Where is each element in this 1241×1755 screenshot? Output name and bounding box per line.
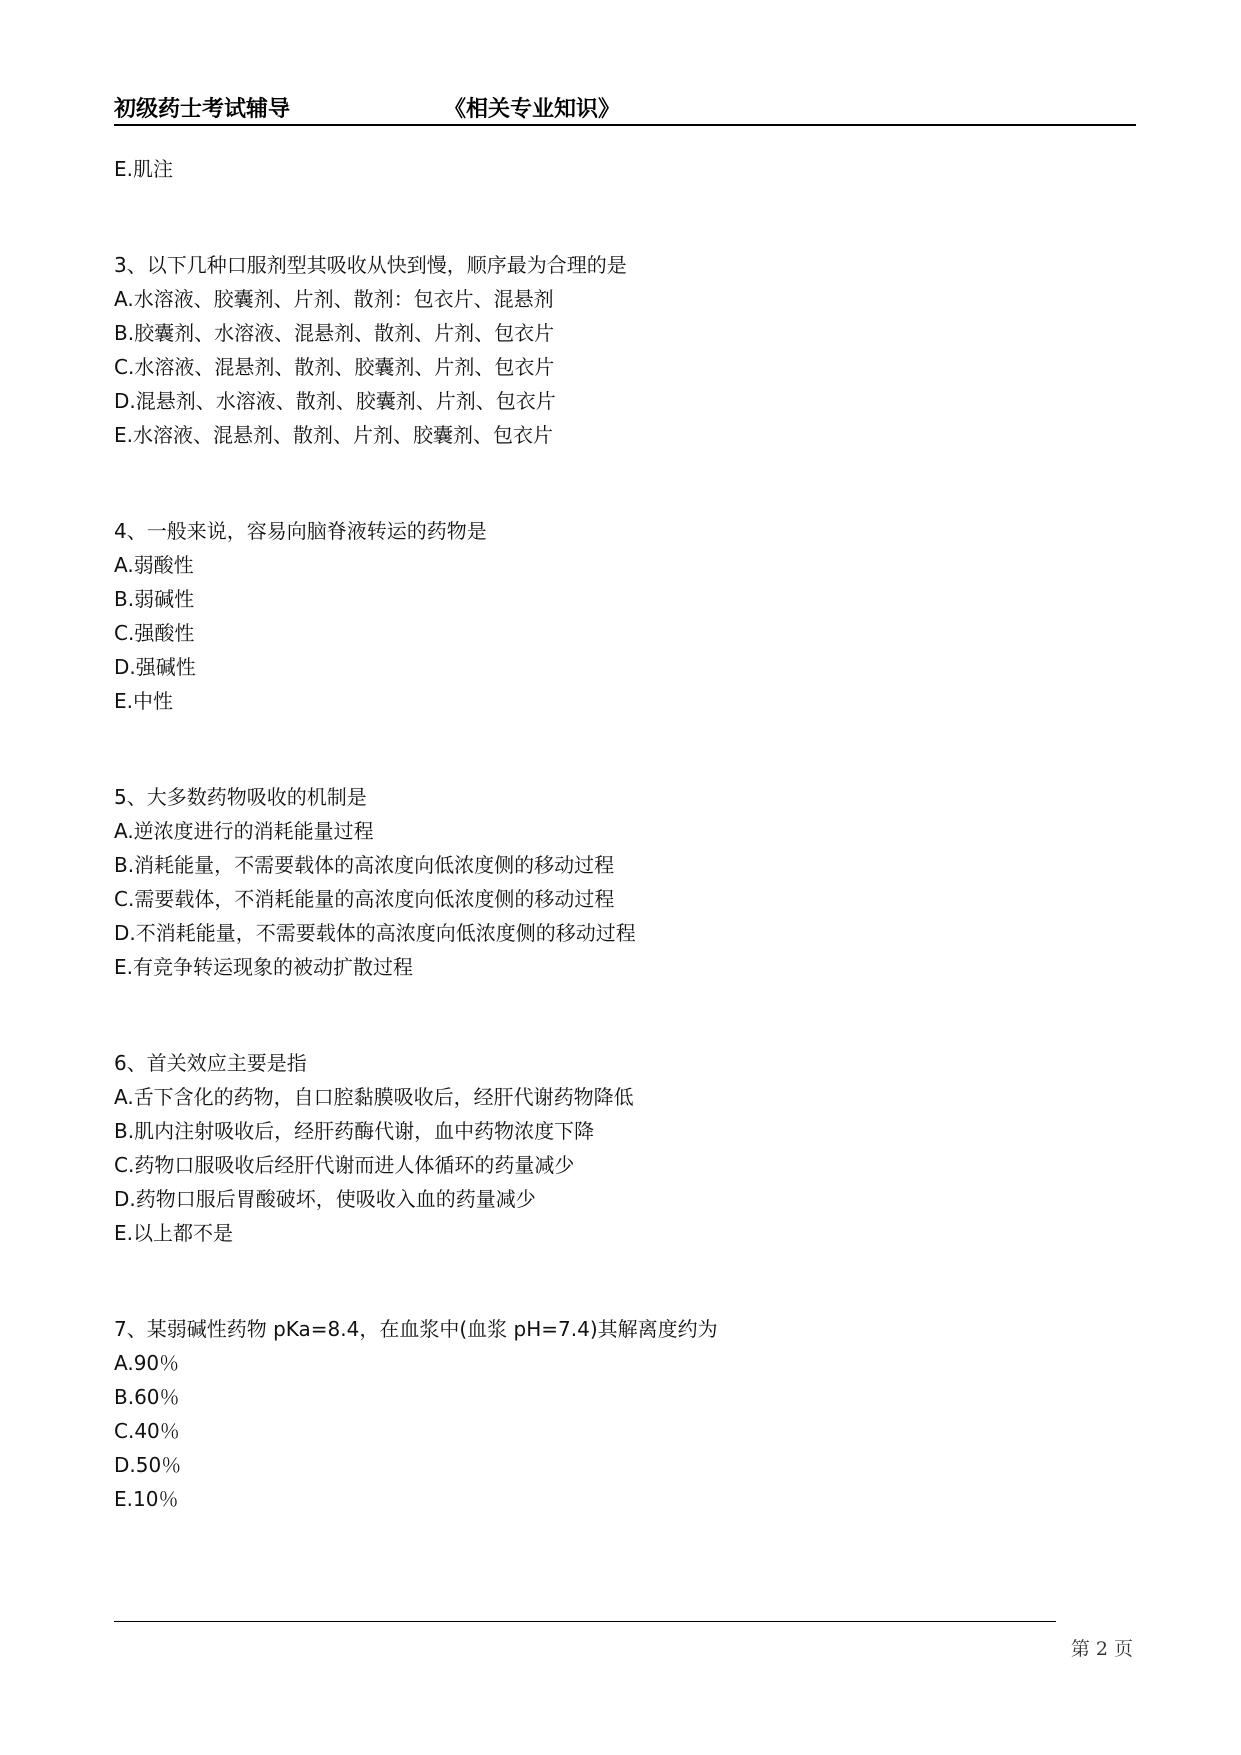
spacer xyxy=(114,452,1134,514)
option-e: E.10％ xyxy=(114,1487,179,1511)
option-a: A.弱酸性 xyxy=(114,553,194,577)
option-c: C.药物口服吸收后经肝代谢而进人体循环的药量减少 xyxy=(114,1153,575,1177)
option-a: A.水溶液、胶囊剂、片剂、散剂：包衣片、混悬剂 xyxy=(114,287,554,311)
spacer xyxy=(114,186,1134,248)
option-d: D.药物口服后胃酸破坏，使吸收入血的药量减少 xyxy=(114,1187,536,1211)
option-b: B.胶囊剂、水溶液、混悬剂、散剂、片剂、包衣片 xyxy=(114,321,555,345)
question-7 xyxy=(114,1312,1134,1516)
option-d: D.不消耗能量，不需要载体的高浓度向低浓度侧的移动过程 xyxy=(114,921,636,945)
option-b: B.弱碱性 xyxy=(114,587,195,611)
option-d: D.混悬剂、水溶液、散剂、胶囊剂、片剂、包衣片 xyxy=(114,389,556,413)
option-c: C.40％ xyxy=(114,1419,180,1443)
option-e: E.中性 xyxy=(114,689,173,713)
footer-divider xyxy=(114,1621,1056,1622)
option-a: A.舌下含化的药物，自口腔黏膜吸收后，经肝代谢药物降低 xyxy=(114,1085,634,1109)
header-course-title: 初级药士考试辅导 xyxy=(114,97,291,122)
question-4 xyxy=(114,514,1134,718)
option-c: C.水溶液、混悬剂、散剂、胶囊剂、片剂、包衣片 xyxy=(114,355,555,379)
option-c: C.需要载体，不消耗能量的高浓度向低浓度侧的移动过程 xyxy=(114,887,615,911)
question-6 xyxy=(114,1046,1134,1250)
previous-question-option-e: E.肌注 xyxy=(114,157,173,181)
option-d: D.强碱性 xyxy=(114,655,196,679)
question-stem: 5、大多数药物吸收的机制是 xyxy=(114,785,367,809)
spacer xyxy=(114,718,1134,780)
question-stem: 7、某弱碱性药物 pKa=8.4，在血浆中(血浆 pH=7.4)其解离度约为 xyxy=(114,1317,718,1341)
option-a: A.90％ xyxy=(114,1351,180,1375)
page-header xyxy=(114,88,1136,126)
option-d: D.50％ xyxy=(114,1453,182,1477)
spacer xyxy=(114,1250,1134,1312)
option-e: E.水溶液、混悬剂、散剂、片剂、胶囊剂、包衣片 xyxy=(114,423,553,447)
question-stem: 4、一般来说，容易向脑脊液转运的药物是 xyxy=(114,519,487,543)
option-b: B.消耗能量，不需要载体的高浓度向低浓度侧的移动过程 xyxy=(114,853,615,877)
page-content xyxy=(114,152,1134,1516)
option-e: E.以上都不是 xyxy=(114,1221,233,1245)
option-e: E.有竞争转运现象的被动扩散过程 xyxy=(114,955,413,979)
option-c: C.强酸性 xyxy=(114,621,195,645)
question-stem: 3、以下几种口服剂型其吸收从快到慢，顺序最为合理的是 xyxy=(114,253,627,277)
header-subject-title: 《相关专业知识》 xyxy=(444,97,621,122)
page-number: 第 2 页 xyxy=(1070,1638,1133,1660)
question-3 xyxy=(114,248,1134,452)
question-stem: 6、首关效应主要是指 xyxy=(114,1051,307,1075)
option-b: B.60％ xyxy=(114,1385,180,1409)
question-5 xyxy=(114,780,1134,984)
spacer xyxy=(114,984,1134,1046)
option-b: B.肌内注射吸收后，经肝药酶代谢，血中药物浓度下降 xyxy=(114,1119,595,1143)
option-a: A.逆浓度进行的消耗能量过程 xyxy=(114,819,374,843)
